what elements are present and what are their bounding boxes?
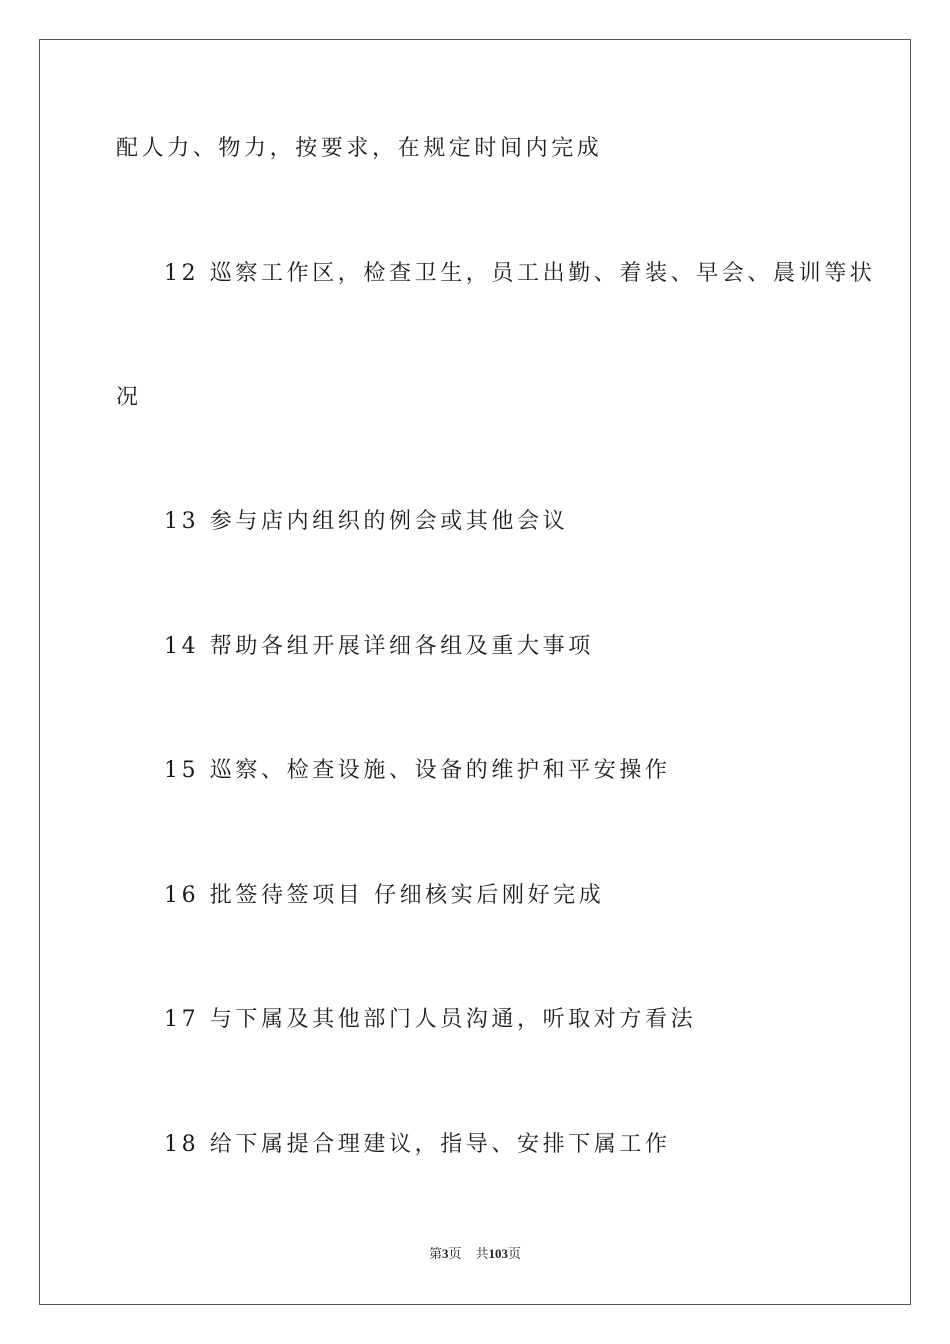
list-item-17: 17 与下属及其他部门人员沟通，听取对方看法 [164,1007,697,1032]
list-item-12: 12 巡察工作区，检查卫生，员工出勤、着装、早会、晨训等状 [164,261,876,286]
total-suffix: 页 [508,1247,522,1262]
list-item-15: 15 巡察、检查设施、设备的维护和平安操作 [164,758,671,783]
list-item-14: 14 帮助各组开展详细各组及重大事项 [164,634,594,659]
list-item-13: 13 参与店内组织的例会或其他会议 [164,509,569,534]
page-suffix: 页 [448,1247,462,1262]
page-prefix: 第 [428,1247,442,1262]
page-border [39,39,911,1305]
text-line-wrap: 况 [116,385,142,410]
text-line-continuation: 配人力、物力，按要求，在规定时间内完成 [116,136,603,161]
page-footer [0,1244,950,1265]
page-number: 3 [441,1246,449,1261]
total-prefix: 共 [475,1247,489,1262]
total-pages: 103 [488,1246,509,1261]
list-item-18: 18 给下属提合理建议，指导、安排下属工作 [164,1132,671,1157]
list-item-16: 16 批签待签项目 仔细核实后刚好完成 [164,883,605,908]
